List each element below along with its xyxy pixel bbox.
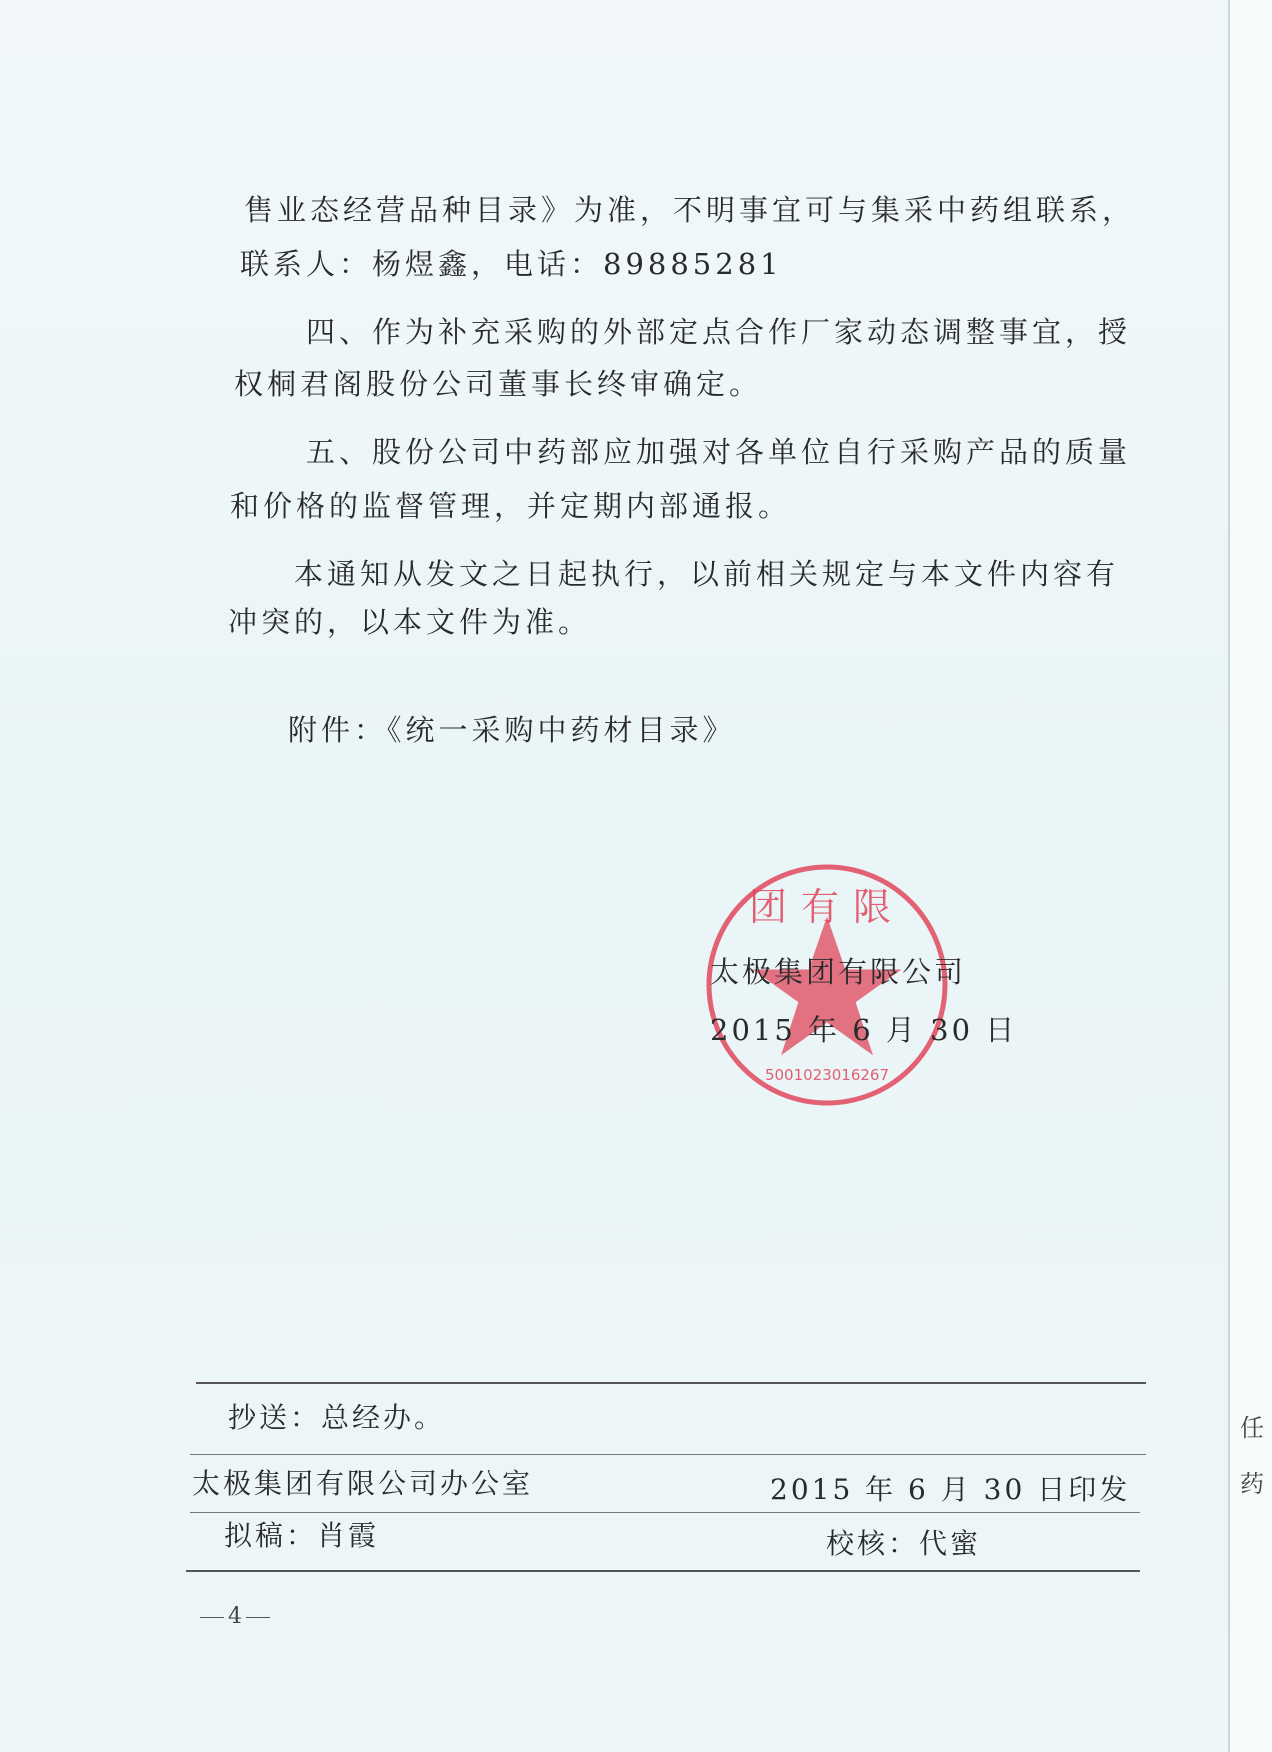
footer-rule-top xyxy=(196,1382,1146,1384)
page-number: 4 xyxy=(196,1604,274,1629)
seal-number: 5001023016267 xyxy=(764,1066,890,1084)
body-line-5: 五、股份公司中药部应加强对各单位自行采购产品的质量 xyxy=(306,435,1132,469)
adjacent-page-edge xyxy=(1228,0,1272,1752)
attachment-line: 附件：《统一采购中药材目录》 xyxy=(288,713,736,747)
body-line-2: 联系人：杨煜鑫，电话：89885281 xyxy=(240,247,783,281)
body-line-7: 本通知从发文之日起执行，以前相关规定与本文件内容有 xyxy=(294,557,1120,591)
body-line-1: 售业态经营品种目录》为准，不明事宜可与集采中药组联系， xyxy=(244,193,1136,227)
drafter-line: 拟稿：肖霞 xyxy=(224,1519,380,1552)
print-date: 2015 年 6 月 30 日印发 xyxy=(770,1473,1131,1506)
issuer-name: 太极集团有限公司 xyxy=(710,955,967,989)
issue-date: 2015 年 6 月 30 日 xyxy=(710,1013,1018,1047)
edge-char-2: 药 xyxy=(1240,1470,1264,1498)
reviewer-line: 校核：代蜜 xyxy=(826,1527,982,1560)
body-line-3: 四、作为补充采购的外部定点合作厂家动态调整事宜，授 xyxy=(306,315,1132,349)
body-line-6: 和价格的监督管理，并定期内部通报。 xyxy=(230,489,792,523)
cc-line: 抄送：总经办。 xyxy=(228,1401,446,1434)
body-line-4: 权桐君阁股份公司董事长终审确定。 xyxy=(234,367,763,401)
edge-char-1: 任 xyxy=(1240,1414,1264,1442)
footer-rule-2 xyxy=(190,1454,1146,1455)
seal-top-text: 团有限 xyxy=(748,885,906,929)
footer-rule-bottom xyxy=(186,1570,1140,1572)
footer-rule-3 xyxy=(190,1512,1140,1513)
office-line: 太极集团有限公司办公室 xyxy=(192,1467,534,1500)
body-line-8: 冲突的，以本文件为准。 xyxy=(228,605,592,639)
